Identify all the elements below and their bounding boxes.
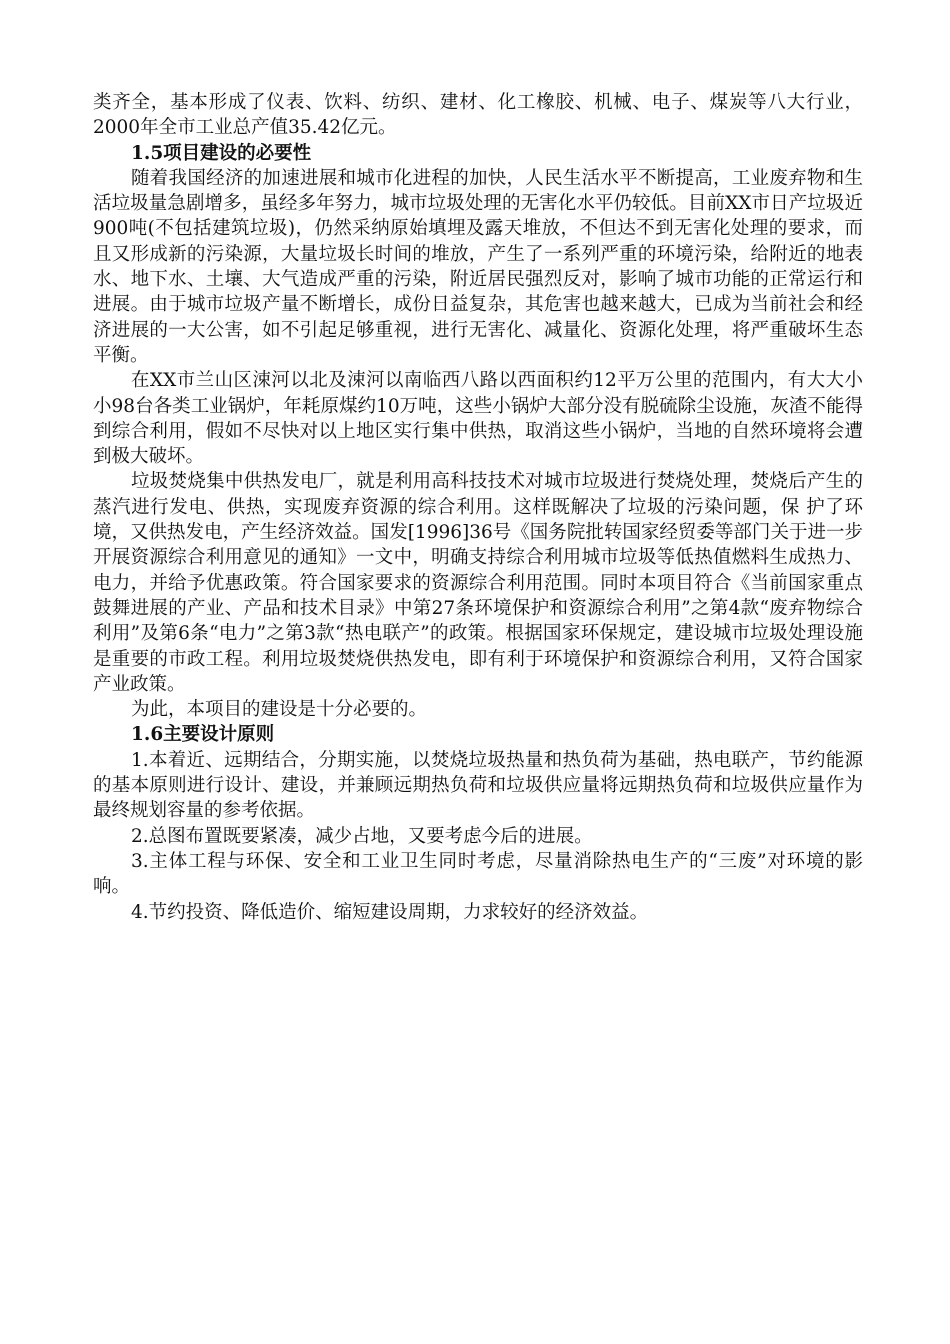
principle-item-3: 3.主体工程与环保、安全和工业卫生同时考虑，尽量消除热电生产的“三废”对环境的影响。 [93, 850, 863, 898]
section-heading-necessity: 1.5项目建设的必要性 [131, 142, 312, 164]
paragraph-incineration-plant: 垃圾焚烧集中供热发电厂，就是利用高科技技术对城市垃圾进行焚烧处理，焚烧后产生的蒸汽进行发电、供热，实现废弃资源的综合利用。这样既解决了垃圾的污染问题，保 护了环境，又供热发电，产生经济效益。国发[1996]36号《国务院批转国家经贸委等部门关于进一步开展资源综合利用意见的通知》一文中，明确支持综合利用城市垃圾等低热值燃料生成热力、电力，并给予优惠政策。符合国家要求的资源综合利用范围。同时本项目符合《当前国家重点鼓舞进展的产业、产品和技术目录》中第27条环境保护和资源综合利用”之第4款“废弃物综合利用”及第6条“电力”之第3款“热电联产”的政策。根据国家环保规定，建设城市垃圾处理设施是重要的市政工程。利用垃圾焚烧供热发电，即有利于环境保护和资源综合利用，又符合国家产业政策。 [93, 471, 863, 695]
document-body [93, 90, 863, 925]
principle-item-2: 2.总图布置既要紧凑，减少占地，又要考虑今后的进展。 [131, 825, 593, 847]
section-heading-design-principles: 1.6主要设计原则 [131, 724, 275, 746]
principle-item-4: 4.节约投资、降低造价、缩短建设周期，力求较好的经济效益。 [131, 901, 649, 923]
paragraph-conclusion: 为此，本项目的建设是十分必要的。 [131, 699, 428, 721]
paragraph-necessity-background: 随着我国经济的加速进展和城市化进程的加快，人民生活水平不断提高，工业废弃物和生活垃圾量急剧增多，虽经多年努力，城市垃圾处理的无害化水平仍较低。目前XX市日产垃圾近900吨(不包括建筑垃圾)，仍然采纳原始填埋及露天堆放，不但达不到无害化处理的要求，而且又形成新的污染源，大量垃圾长时间的堆放，产生了一系列严重的环境污染，给附近的地表水、地下水、土壤、大气造成严重的污染，附近居民强烈反对，影响了城市功能的正常运行和进展。由于城市垃圾产量不断增长，成份日益复杂，其危害也越来越大，已成为当前社会和经济进展的一大公害，如不引起足够重视，进行无害化、减量化、资源化处理，将严重破坏生态平衡。 [93, 167, 863, 366]
paragraph-boiler-situation: 在XX市兰山区涑河以北及涑河以南临西八路以西面积约12平万公里的范围内，有大大小小98台各类工业锅炉，年耗原煤约10万吨，这些小锅炉大部分没有脱硫除尘设施，灰渣不能得到综合利用，假如不尽快对以上地区实行集中供热，取消这些小锅炉，当地的自然环境将会遭到极大破坏。 [93, 370, 863, 468]
principle-item-1: 1.本着近、远期结合，分期实施，以焚烧垃圾热量和热负荷为基础，热电联产，节约能源的基本原则进行设计、建设，并兼顾远期热负荷和垃圾供应量将远期热负荷和垃圾供应量作为最终规划容量的参考依据。 [93, 749, 863, 822]
paragraph-industry-summary: 类齐全，基本形成了仪表、饮料、纺织、建材、化工橡胶、机械、电子、煤炭等八大行业，2000年全市工业总产值35.42亿元。 [93, 92, 863, 139]
